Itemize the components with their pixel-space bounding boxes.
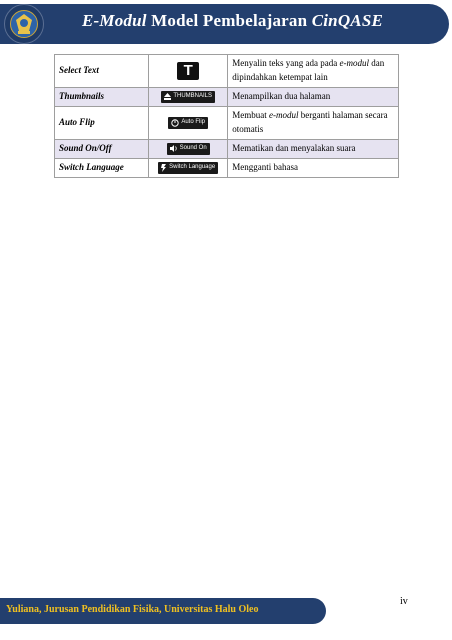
desc-text: Menyalin teks yang ada pada <box>232 58 340 68</box>
desc-italic: e-modul <box>269 109 299 120</box>
feature-name: Select Text <box>55 55 149 88</box>
thumbnails-label: THUMBNAILS <box>173 93 213 100</box>
desc-italic: e-modul <box>339 58 370 68</box>
desc-text: berganti halaman secara otomatis <box>232 109 388 134</box>
auto-flip-label: Auto Flip <box>181 119 206 126</box>
feature-name: Thumbnails <box>55 87 149 106</box>
table-row <box>55 87 399 106</box>
footer-author: Yuliana, Jurusan Pendidikan Fisika, Universitas Halu Oleo <box>6 604 259 615</box>
desc-text: Mematikan dan menyalakan suara <box>232 142 356 153</box>
desc-text: Menampilkan dua halaman <box>232 90 331 101</box>
desc-text: Mengganti bahasa <box>232 161 299 172</box>
feature-description <box>228 55 399 88</box>
feature-icon-cell <box>149 87 228 106</box>
feature-icon-cell <box>149 158 228 177</box>
feature-name: Sound On/Off <box>55 139 149 158</box>
table-row <box>55 106 399 139</box>
table-row <box>55 139 399 158</box>
footer-banner <box>0 598 330 626</box>
switch-language-label: Switch Language <box>169 163 216 170</box>
feature-table <box>54 54 399 178</box>
title-model: Model Pembelajaran <box>146 11 312 30</box>
feature-name: Auto Flip <box>55 106 149 139</box>
text-select-icon: T <box>177 62 199 80</box>
switch-language-icon <box>158 162 218 174</box>
feature-icon-cell <box>149 106 228 139</box>
feature-description <box>228 106 399 139</box>
feature-description <box>228 139 399 158</box>
logo-emblem-icon <box>10 10 38 38</box>
title-emodul: E-Modul <box>82 11 147 30</box>
header-banner <box>0 0 452 46</box>
feature-name: Switch Language <box>55 158 149 177</box>
desc-text: Membuat <box>232 109 270 120</box>
sound-label: Sound On <box>179 144 207 151</box>
title-cinqase: CinQASE <box>311 11 384 30</box>
feature-description <box>228 87 399 106</box>
auto-flip-icon <box>168 117 208 129</box>
table-row <box>55 158 399 177</box>
thumbnails-icon <box>161 91 215 103</box>
table-row <box>55 55 399 88</box>
desc-text: dan dipindahkan ketempat lain <box>232 58 385 82</box>
feature-icon-cell <box>149 55 228 88</box>
speaker-icon <box>167 143 210 155</box>
page-number: iv <box>400 596 408 607</box>
header-title <box>82 11 442 31</box>
university-logo <box>4 4 44 44</box>
feature-icon-cell <box>149 139 228 158</box>
feature-description <box>228 158 399 177</box>
